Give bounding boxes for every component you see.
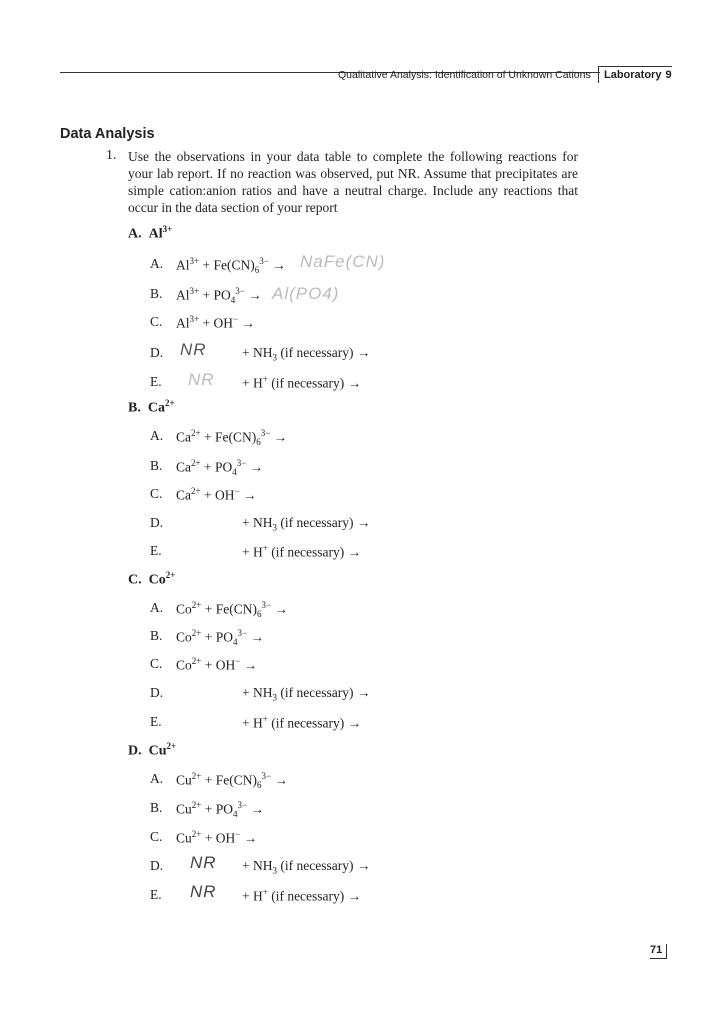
section-title: Data Analysis bbox=[60, 126, 155, 142]
handwritten-answer-al-a: NaFe(CN) bbox=[300, 252, 386, 271]
handwritten-answer-al-b: Al(PO4) bbox=[272, 284, 340, 303]
handwritten-answer-cu-d: NR bbox=[190, 853, 217, 872]
handwritten-answer-al-e: NR bbox=[188, 370, 215, 389]
question-number: 1. bbox=[106, 148, 117, 163]
group-label-al: A. $Al^{3+}$ bbox=[128, 224, 173, 242]
lab-label: Laboratory bbox=[604, 69, 662, 81]
lab-badge bbox=[598, 66, 672, 83]
running-header-title: Qualitative Analysis: Identification of Unknown Cations bbox=[338, 69, 591, 81]
group-label-ca: B. $Ca^{2+}$ bbox=[128, 398, 175, 416]
page-number: 71 bbox=[650, 944, 667, 959]
lab-number: 9 bbox=[665, 69, 672, 81]
handwritten-answer-al-d: NR bbox=[180, 340, 207, 359]
group-label-cu: D. $Cu^{2+}$ bbox=[128, 741, 177, 759]
question-text: Use the observations in your data table to complete the following reactions for your lab report. If no reaction was observed, put NR. Assume that precipitates are simple cation:anion ratios and have a neutral charge. Include any reactions that occur in the data section of your report bbox=[128, 149, 578, 215]
handwritten-answer-cu-e: NR bbox=[190, 882, 217, 901]
group-label-co: C. $Co^{2+}$ bbox=[128, 570, 176, 588]
